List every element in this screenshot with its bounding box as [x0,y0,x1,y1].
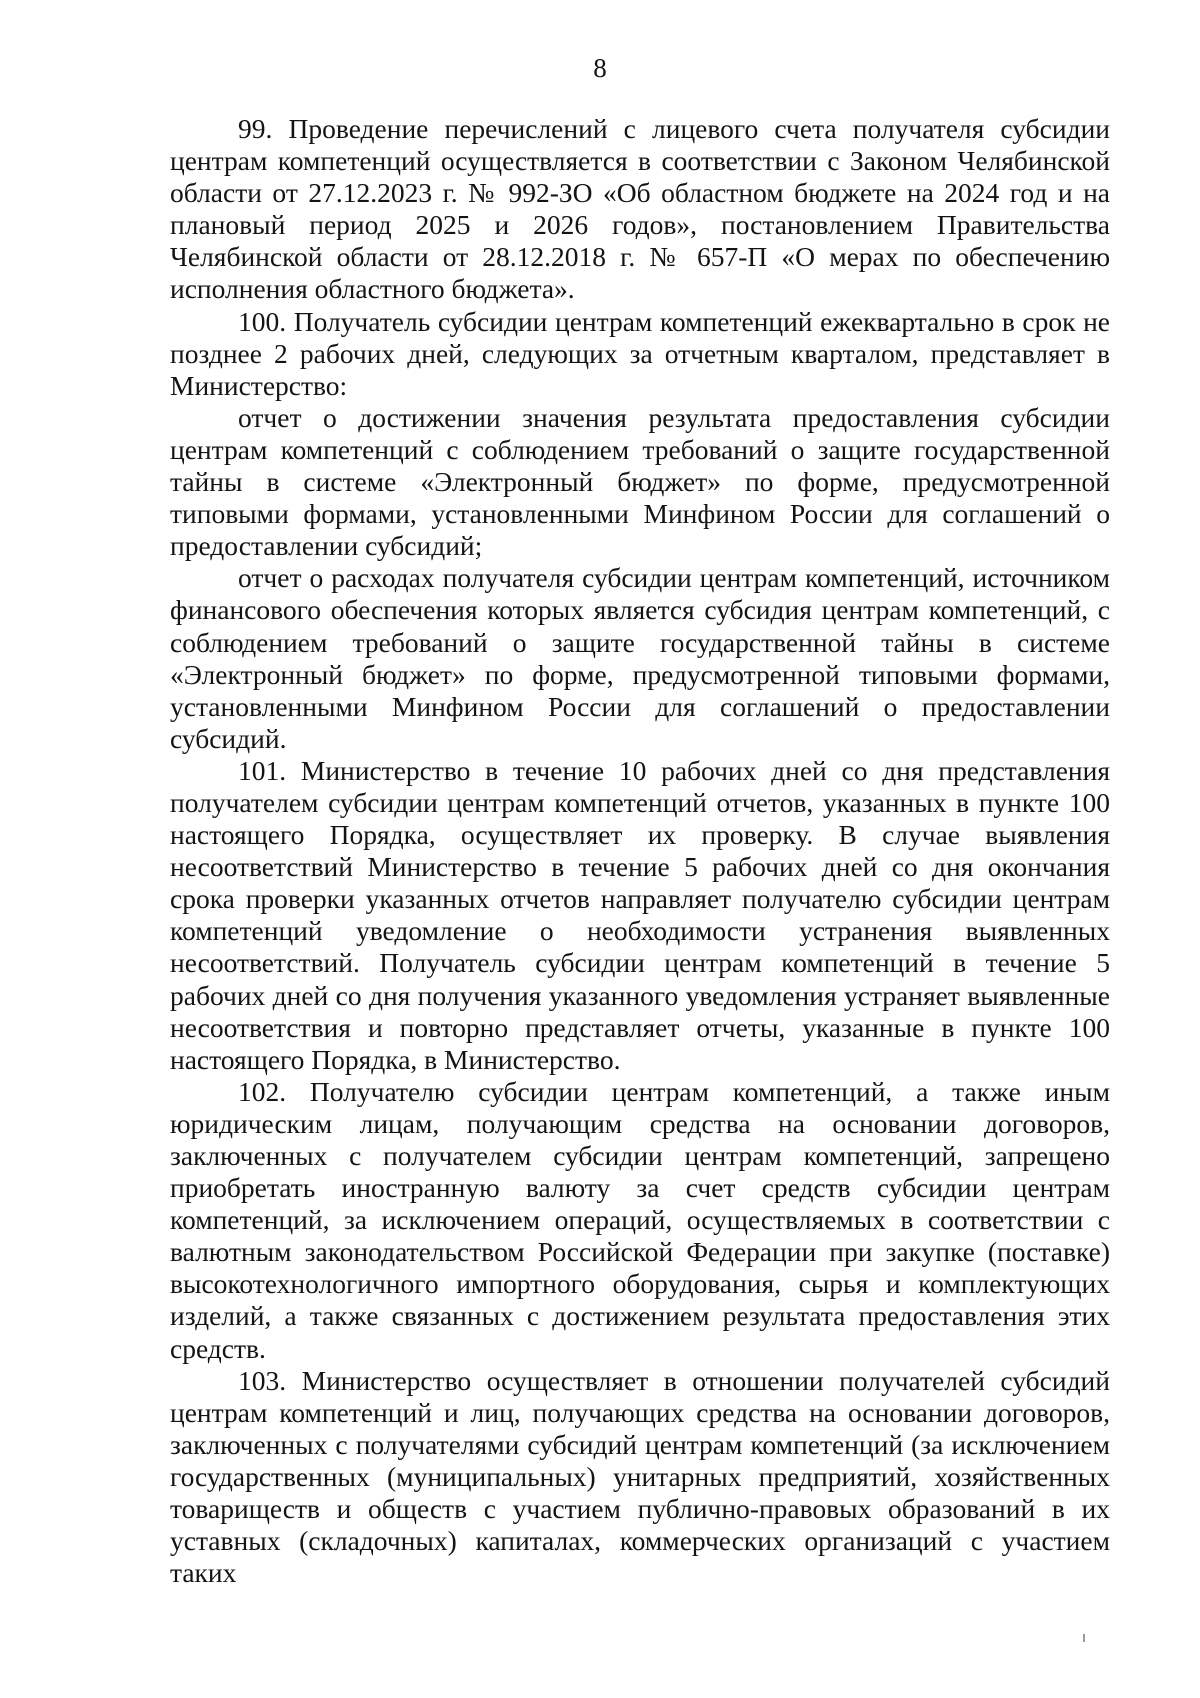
paragraph-103: 103. Министерство осуществляет в отношении получателей субсидий центрам компетенций и лиц, получающих средства на основании договоров, заключенных с получателями субсидий центрам компетенций (за исключением государственных (муниципальных) унитарных предприятий, хозяйственных товариществ и обществ с участием публично-правовых образований в их уставных (складочных) капиталах, коммерческих организаций с участием таких [170,1364,1110,1589]
page-number: 8 [593,53,607,83]
scan-mark [1083,1634,1085,1642]
paragraph-100-report-result: отчет о достижении значения результата предоставления субсидии центрам компетенций с соблюдением требований о защите государственной тайны в системе «Электронный бюджет» по форме, предусмотренной типовыми формами, установленными Минфином России для соглашений о предоставлении субсидий; [170,401,1110,562]
document-body [170,113,1110,1589]
paragraph-99: 99. Проведение перечислений с лицевого счета получателя субсидии центрам компетенций осуществляется в соответствии с Законом Челябинской области от 27.12.2023 г. № 992-ЗО «Об областном бюджете на 2024 год и на плановый период 2025 и 2026 годов», постановлением Правительства Челябинской области от 28.12.2018 г. № 657-П «О мерах по обеспечению исполнения областного бюджета». [170,113,1110,305]
paragraph-100-report-expenses: отчет о расходах получателя субсидии центрам компетенций, источником финансового обеспечения которых является субсидия центрам компетенций, с соблюдением требований о защите государственной тайны в системе «Электронный бюджет» по форме, предусмотренной типовыми формами, установленными Минфином России для соглашений о предоставлении субсидий. [170,562,1110,754]
paragraph-100: 100. Получатель субсидии центрам компетенций ежеквартально в срок не позднее 2 рабочих дней, следующих за отчетным кварталом, представляет в Министерство: [170,305,1110,401]
paragraph-102: 102. Получателю субсидии центрам компетенций, а также иным юридическим лицам, получающим средства на основании договоров, заключенных с получателем субсидии центрам компетенций, запрещено приобретать иностранную валюту за счет средств субсидии центрам компетенций, за исключением операций, осуществляемых в соответствии с валютным законодательством Российской Федерации при закупке (поставке) высокотехнологичного импортного оборудования, сырья и комплектующих изделий, а также связанных с достижением результата предоставления этих средств. [170,1075,1110,1364]
paragraph-101: 101. Министерство в течение 10 рабочих дней со дня представления получателем субсидии центрам компетенций отчетов, указанных в пункте 100 настоящего Порядка, осуществляет их проверку. В случае выявления несоответствий Министерство в течение 5 рабочих дней со дня окончания срока проверки указанных отчетов направляет получателю субсидии центрам компетенций уведомление о необходимости устранения выявленных несоответствий. Получатель субсидии центрам компетенций в течение 5 рабочих дней со дня получения указанного уведомления устраняет выявленные несоответствия и повторно представляет отчеты, указанные в пункте 100 настоящего Порядка, в Министерство. [170,754,1110,1075]
